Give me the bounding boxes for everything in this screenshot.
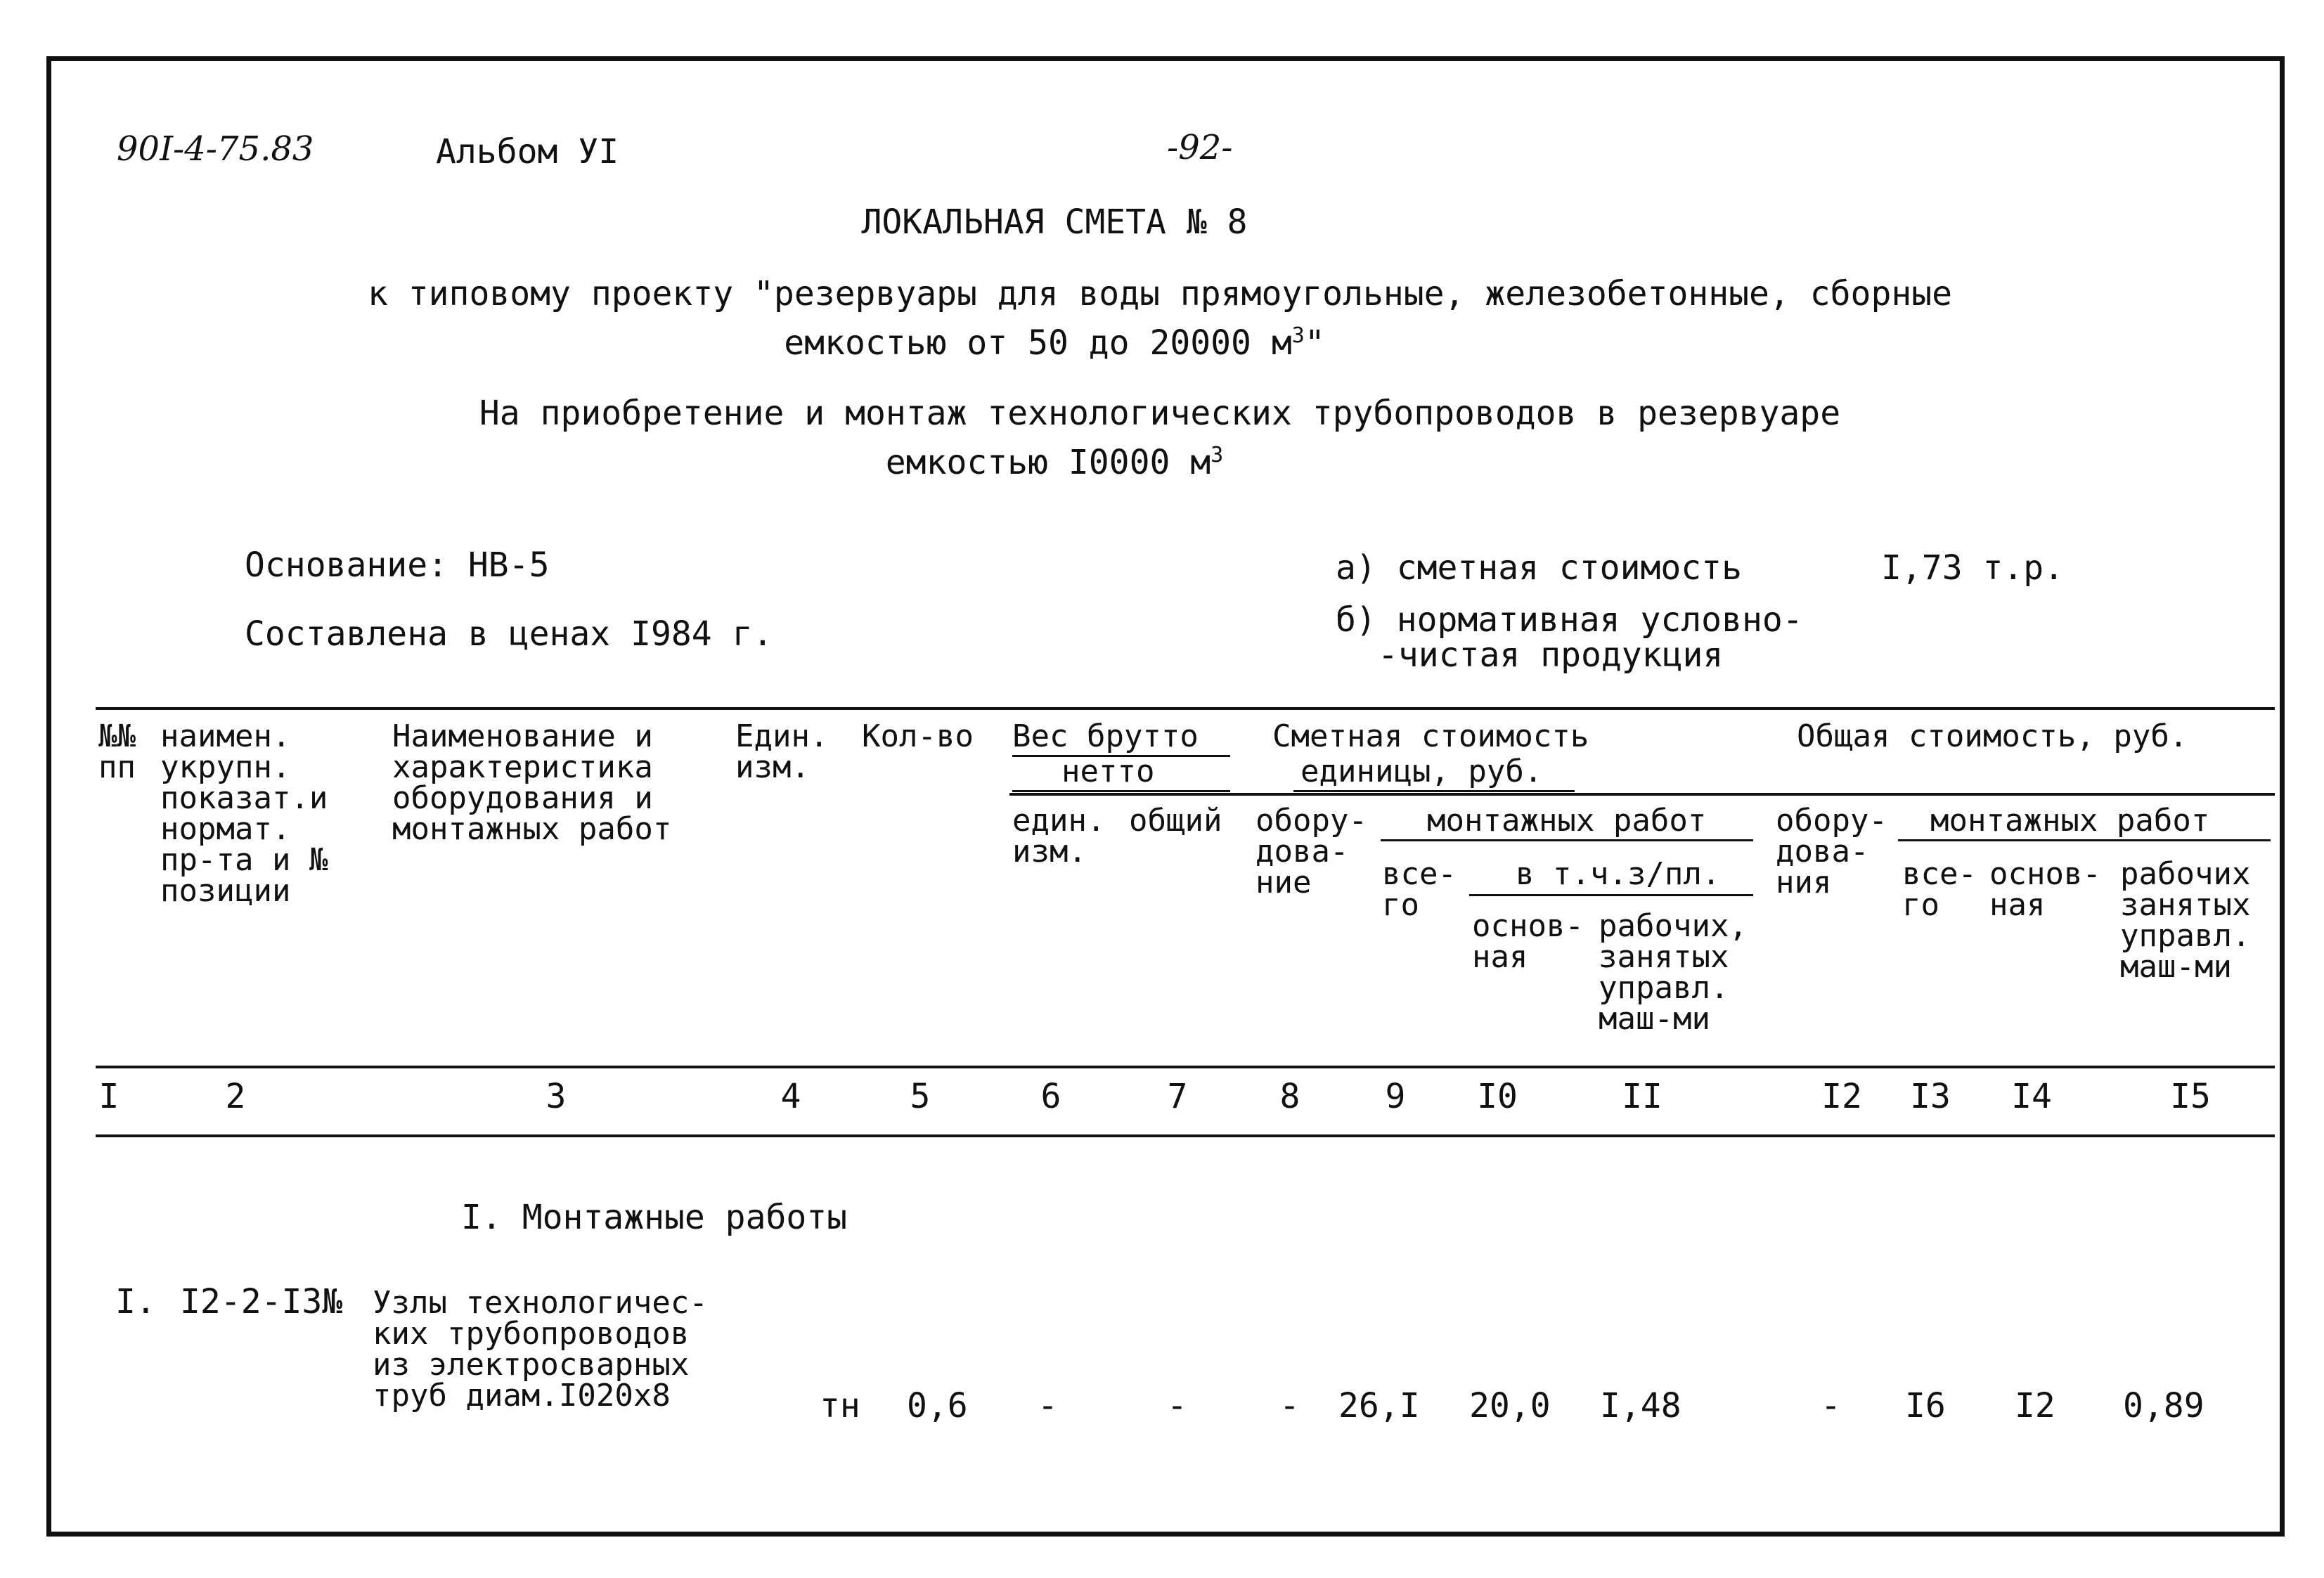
- header-unit-cost: Сметная стоимость: [1272, 718, 1589, 754]
- colnum-12: I2: [1821, 1077, 1862, 1116]
- header-col-14: основ- ная: [1989, 856, 2101, 923]
- header-col-11: рабочих, занятых управл. маш-ми: [1599, 908, 1748, 1037]
- header-col-7: общий: [1129, 803, 1222, 839]
- colnum-14: I4: [2011, 1077, 2052, 1116]
- colnum-11: II: [1622, 1077, 1663, 1116]
- smeta-title: ЛОКАЛЬНАЯ СМЕТА № 8: [861, 202, 1248, 242]
- header-col-12: обору- дова- ния: [1776, 803, 1887, 900]
- album-label: Альбом УI: [436, 132, 619, 172]
- page-number: -92-: [1167, 128, 1233, 167]
- subject-line-2-sup: 3: [1211, 443, 1224, 467]
- header-col-1: №№ пп: [98, 718, 136, 785]
- row-total-mont: I6: [1905, 1386, 1946, 1425]
- row-item-name: Узлы технологичес- ких трубопроводов из электросварных труб диам.I020х8: [373, 1285, 708, 1414]
- row-equipment-unit-cost: -: [1279, 1386, 1300, 1425]
- row-total-base: I2: [2015, 1386, 2055, 1425]
- subject-line-1: На приобретение и монтаж технологических трубопроводов в резервуаре: [479, 394, 1841, 433]
- column-numbers-bottom-rule: [96, 1134, 2275, 1137]
- basis-text: Основание: НВ-5: [245, 545, 550, 585]
- colnum-6: 6: [1040, 1077, 1061, 1116]
- row-quantity: 0,6: [907, 1386, 968, 1425]
- header-col-10: основ- ная: [1472, 908, 1584, 975]
- project-line-2-quote: ": [1304, 323, 1325, 363]
- estimated-cost-label: а) сметная стоимость: [1336, 548, 1742, 588]
- document-code: 90I-4-75.83: [117, 129, 314, 169]
- mont-works-2-rule: [1898, 839, 2271, 841]
- incl-zp-rule: [1469, 894, 1753, 896]
- header-col-3: Наименование и характеристика оборудования и монтажных работ: [392, 718, 672, 847]
- column-numbers-top-rule: [96, 1066, 2275, 1068]
- header-col-15: рабочих занятых управл. маш-ми: [2120, 856, 2251, 985]
- row-total-machinists: 0,89: [2123, 1386, 2204, 1425]
- normative-product-label-2: -чистая продукция: [1378, 635, 1724, 675]
- project-line-2-text: емкостью от 50 до 20000 м: [784, 323, 1292, 363]
- header-unit-cost-sub: единицы, руб.: [1300, 754, 1543, 789]
- header-col-9: все- го: [1382, 856, 1457, 923]
- table-top-rule: [96, 707, 2275, 710]
- header-incl-zp: в т.ч.з/пл.: [1516, 856, 1721, 892]
- colnum-8: 8: [1279, 1077, 1300, 1116]
- header-col-8: обору- дова- ние: [1255, 803, 1367, 900]
- row-mont-machinists: I,48: [1600, 1386, 1681, 1425]
- row-equipment-total: -: [1821, 1386, 1841, 1425]
- row-unit: тн: [820, 1386, 860, 1425]
- project-line-2-sup: 3: [1291, 323, 1305, 348]
- header-total-cost: Общая стоимость, руб.: [1797, 718, 2188, 754]
- row-number: I.: [115, 1282, 156, 1321]
- section-title: I. Монтажные работы: [461, 1198, 848, 1237]
- header-col-2: наимен. укрупн. показат.и нормат. пр-та и № позиции: [160, 718, 328, 909]
- colnum-7: 7: [1167, 1077, 1188, 1116]
- row-mont-base: 20,0: [1469, 1386, 1551, 1425]
- weight-under-rule: [1012, 790, 1230, 792]
- colnum-15: I5: [2170, 1077, 2211, 1116]
- header-mid-rule: [1009, 793, 2275, 796]
- normative-product-label-1: б) нормативная условно-: [1336, 600, 1803, 640]
- header-mont-works: монтажных работ: [1427, 803, 1707, 839]
- colnum-2: 2: [225, 1077, 246, 1116]
- header-col-13: все- го: [1902, 856, 1977, 923]
- row-weight-total: -: [1167, 1386, 1187, 1425]
- subject-line-2: [703, 444, 1406, 481]
- header-weight-netto: нетто: [1061, 754, 1155, 789]
- header-col-5: Кол-во: [862, 718, 974, 754]
- prices-text: Составлена в ценах I984 г.: [245, 614, 773, 654]
- header-weight-brutto: Вес брутто: [1012, 718, 1199, 754]
- estimated-cost-value: I,73 т.р.: [1881, 548, 2065, 588]
- subject-line-2-text: емкостью I0000 м: [885, 443, 1211, 482]
- row-mont-total: 26,I: [1338, 1386, 1420, 1425]
- colnum-10: I0: [1477, 1077, 1518, 1116]
- colnum-13: I3: [1910, 1077, 1951, 1116]
- colnum-9: 9: [1385, 1077, 1406, 1116]
- project-line-2: [633, 325, 1476, 361]
- header-col-6: един. изм.: [1012, 803, 1106, 869]
- header-mont-works-2: монтажных работ: [1930, 803, 2210, 839]
- project-line-1: к типовому проекту "резервуары для воды прямоугольные, железобетонные, сборные: [367, 274, 1953, 313]
- colnum-1: I: [98, 1077, 120, 1116]
- header-col-4: Един. изм.: [735, 718, 829, 785]
- row-weight-unit: -: [1038, 1386, 1058, 1425]
- row-norm-code: I2-2-I3№: [180, 1282, 343, 1321]
- unit-cost-rule: [1293, 790, 1575, 792]
- colnum-4: 4: [780, 1077, 801, 1116]
- colnum-3: 3: [546, 1077, 567, 1116]
- colnum-5: 5: [910, 1077, 931, 1116]
- mont-works-rule: [1381, 839, 1753, 841]
